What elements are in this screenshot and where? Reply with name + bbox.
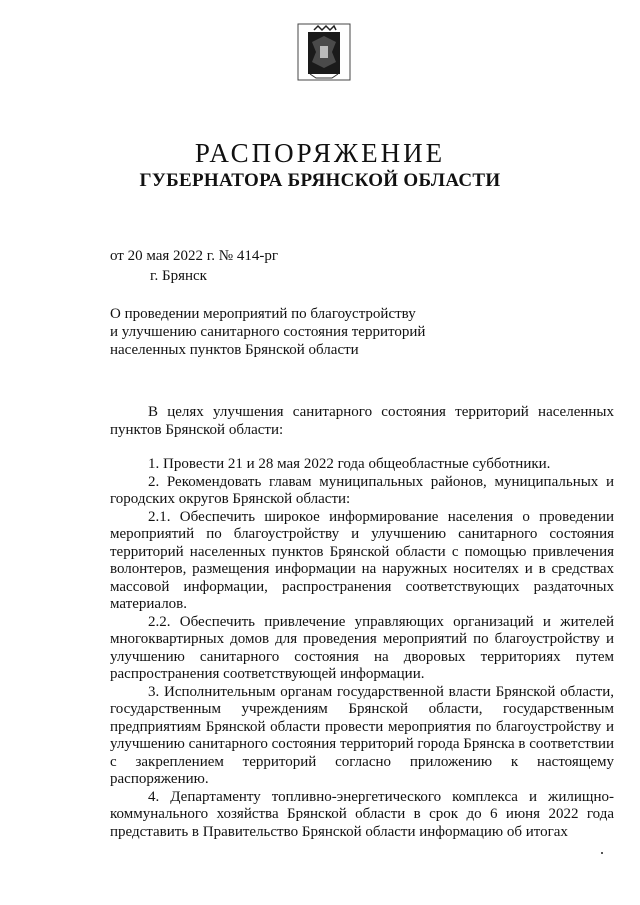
item-paragraph: 2. Рекомендовать главам муниципальных районов, муниципальных и городских округов Брянской области: [110, 473, 614, 507]
document-body [110, 404, 614, 841]
subject-line: населенных пунктов Брянской области [110, 342, 359, 358]
coat-of-arms-icon [296, 22, 352, 82]
document-date-number: от 20 мая 2022 г. № 414-рг [110, 248, 278, 264]
item-paragraph: 2.2. Обеспечить привлечение управляющих организаций и жителей многоквартирных домов для проведения мероприятий по благоустройству и улучшению санитарного состояния на дворовых территориях путем распространения соответствующей информации. [110, 613, 614, 682]
document-title: РАСПОРЯЖЕНИЕ [194, 138, 446, 168]
document-subject [110, 305, 470, 359]
item-paragraph: 3. Исполнительным органам государственной власти Брянской области, государственным учреждениям Брянской области, государственным предприятиям Брянской области провести мероприятия по благоустройству и улучшению санитарного состояния территорий города Брянска в соответствии с закреплением территорий согласно приложению к настоящему распоряжению. [110, 683, 615, 787]
document-city: г. Брянск [150, 268, 207, 284]
item-paragraph: 1. Провести 21 и 28 мая 2022 года общеобластные субботники. [148, 456, 551, 472]
item-paragraph: 4. Департаменту топливно-энергетического комплекса и жилищно-коммунального хозяйства Брянской области в срок до 6 июня 2022 года представить в Правительство Брянской области информацию об итогах [110, 788, 614, 840]
preamble-paragraph: В целях улучшения санитарного состояния территорий населенных пунктов Брянской области: [110, 404, 614, 438]
scan-speck [601, 852, 603, 854]
document-subtitle: ГУБЕРНАТОРА БРЯНСКОЙ ОБЛАСТИ [139, 170, 501, 191]
subject-line: О проведении мероприятий по благоустройству [110, 306, 416, 322]
subject-line: и улучшению санитарного состояния территорий [110, 324, 426, 340]
item-paragraph: 2.1. Обеспечить широкое информирование населения о проведении мероприятий по благоустройству и улучшению санитарного состояния территорий населенных пунктов Брянской области с помощью привлечения волонтеров, размещения информации на наружных носителях и в средствах массовой информации, распространения соответствующих раздаточных материалов. [110, 508, 614, 612]
